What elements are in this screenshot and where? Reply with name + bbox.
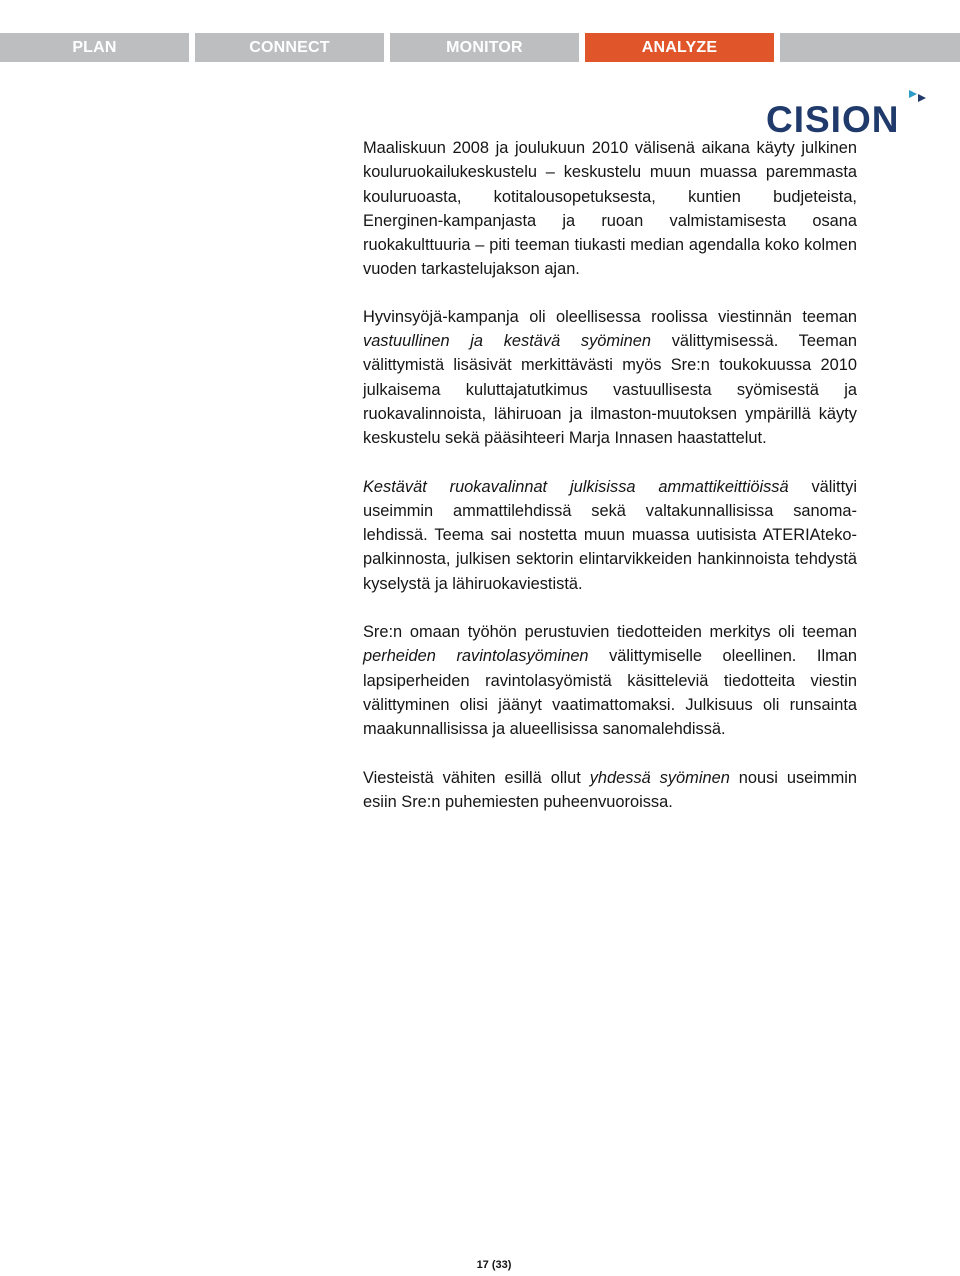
paragraph: [363, 136, 857, 282]
text-segment: välittyi useimmin ammattilehdissä sekä valtakunnallisissa sanoma-lehdissä. Teema sai nostetta muun muassa uutisista ATERIAteko-palkinnosta, julkisen sektorin elintarvikkeiden hankinnoista tehdystä kyselystä ja lähiruokaviestistä.: [363, 477, 857, 593]
text-segment: Hyvinsyöjä-kampanja oli oleellisessa roolissa viestinnän teeman: [363, 307, 857, 326]
top-navigation: [0, 33, 960, 62]
tab-connect[interactable]: CONNECT: [195, 33, 384, 62]
text-segment: nousi useimmin esiin Sre:n puhemiesten puheenvuoroissa.: [363, 768, 857, 811]
paragraph: [363, 620, 857, 741]
text-segment: Sre:n omaan työhön perustuvien tiedotteiden merkitys oli teeman: [363, 623, 857, 642]
page-number: 17 (33): [476, 1259, 512, 1271]
cision-logo: [766, 88, 930, 138]
text-segment: välittymiselle oleellinen. Ilman lapsiperheiden ravintolasyömistä käsitteleviä tiedotteita viestin välittyminen olisi jäänyt vaatimattomaksi. Julkisuus oli runsainta maakunnallisissa ja alueellisissa sanomalehdissä.: [363, 647, 857, 739]
document-body: [363, 136, 857, 838]
paragraph: [363, 305, 857, 451]
text-segment: Maaliskuun 2008 ja joulukuun 2010 välisenä aikana käyty julkinen kouluruokailukeskustelu – keskustelu muun muassa paremmasta kouluruoasta, kotitalousopetuksesta, kuntien budjeteista, Energinen-kampanjasta ja ruoan valmistamisesta osana ruokakulttuuria – piti teeman tiukasti median agendalla koko kolmen vuoden tarkastelujakson ajan.: [363, 139, 857, 279]
nav-filler: [780, 33, 960, 62]
tab-monitor[interactable]: MONITOR: [390, 33, 579, 62]
text-segment: Viesteistä vähiten esillä ollut: [363, 768, 590, 787]
tab-analyze[interactable]: ANALYZE: [585, 33, 774, 62]
paragraph: [363, 766, 857, 815]
emphasized-text: vastuullinen ja kestävä syöminen: [363, 332, 652, 351]
svg-text:CISION: CISION: [766, 99, 900, 138]
text-segment: välittymisessä. Teeman välittymistä lisäsivät merkittävästi myös Sre:n toukokuussa 2010 julkaisema kuluttajatutkimus vastuullisesta syömisestä ja ruokavalinnoista, lähiruoan ja ilmaston-muutoksen ympärillä käyty keskustelu sekä pääsihteeri Marja Innasen haastattelut.: [363, 332, 857, 448]
paragraph: [363, 475, 857, 596]
tab-plan[interactable]: PLAN: [0, 33, 189, 62]
emphasized-text: Kestävät ruokavalinnat julkisissa ammattikeittiöissä: [363, 477, 789, 496]
emphasized-text: yhdessä syöminen: [589, 768, 730, 787]
emphasized-text: perheiden ravintolasyöminen: [363, 647, 589, 666]
